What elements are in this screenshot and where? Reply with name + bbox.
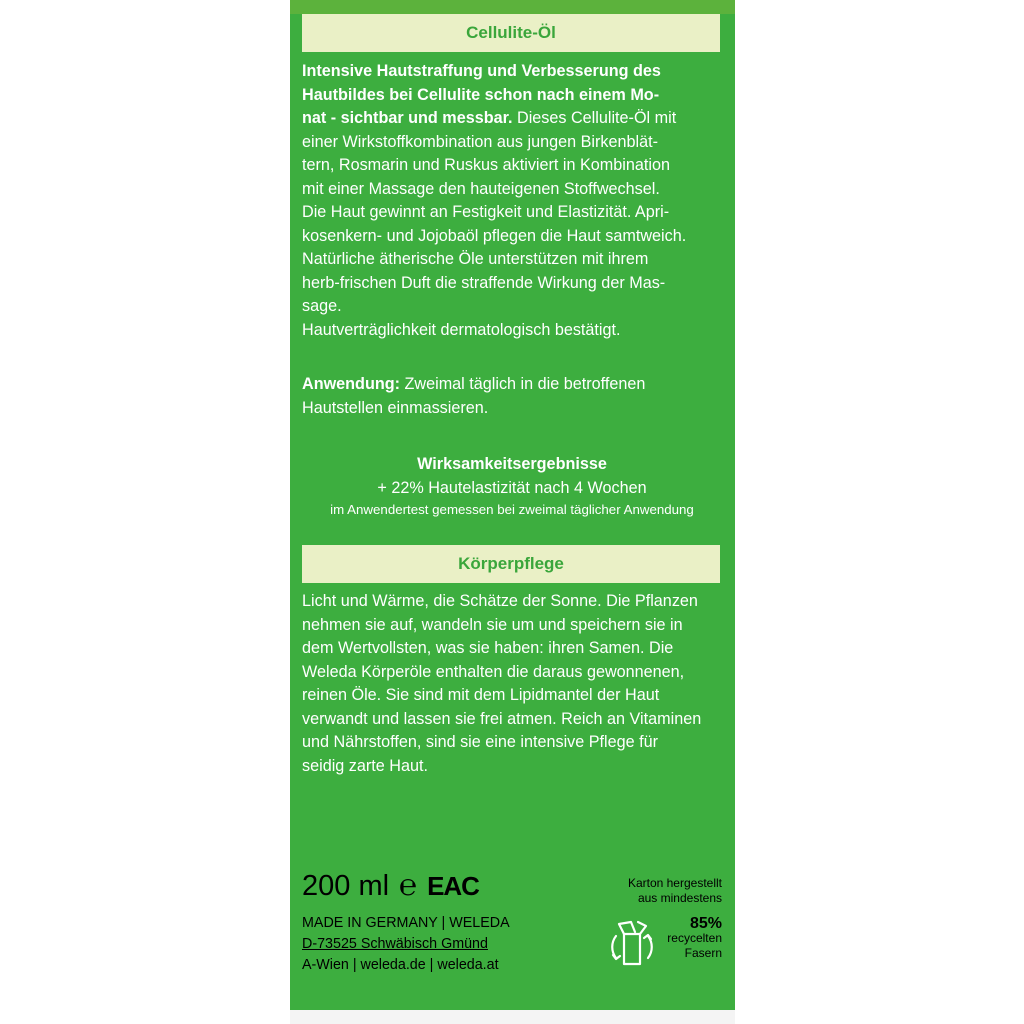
body-line: Natürliche ätherische Öle unterstützen mit ihrem bbox=[302, 250, 649, 268]
body-care-line: Weleda Körperöle enthalten die daraus gewonnenen, bbox=[302, 662, 685, 681]
body-care-line: verwandt und lassen sie frei atmen. Reich an Vitaminen bbox=[302, 709, 702, 728]
heading-cellulite-oil-text: Cellulite-Öl bbox=[466, 23, 556, 42]
recycle-line: aus mindestens bbox=[637, 891, 722, 905]
heading-body-care bbox=[302, 545, 720, 583]
intro-line-3: nat - sichtbar und messbar. bbox=[302, 109, 513, 127]
body-care-line: nehmen sie auf, wandeln sie um und speichern sie in bbox=[302, 615, 683, 634]
results-line-2: im Anwendertest gemessen bei zweimal täglicher Anwendung bbox=[330, 502, 694, 517]
volume-row bbox=[302, 866, 479, 906]
recycle-percent: 85% bbox=[689, 915, 722, 932]
heading-body-care-text: Körperpflege bbox=[458, 554, 564, 573]
body-care-line: dem Wertvollsten, was sie haben: ihren Samen. Die bbox=[302, 639, 674, 657]
usage-label: Anwendung: bbox=[302, 375, 401, 393]
eac-mark: EAC bbox=[427, 870, 479, 901]
body-care-line: reinen Öle. Sie sind mit dem Lipidmantel der Haut bbox=[302, 686, 660, 704]
estimated-sign-icon: ℮ bbox=[399, 869, 418, 902]
address-line: D-73525 Schwäbisch Gmünd bbox=[302, 936, 488, 952]
recycle-line: recycelten bbox=[667, 931, 722, 945]
usage-instructions bbox=[302, 373, 722, 420]
recycle-line: Fasern bbox=[684, 946, 722, 960]
volume-text: 200 ml bbox=[302, 869, 390, 902]
body-line: Die Haut gewinnt an Festigkeit und Elastizität. Apri- bbox=[302, 203, 670, 221]
body-line: herb-frischen Duft die straffende Wirkung der Mas- bbox=[302, 273, 666, 292]
address-line: MADE IN GERMANY | WELEDA bbox=[302, 915, 510, 931]
bottom-edge bbox=[290, 1010, 735, 1024]
intro-line-1: Intensive Hautstraffung und Verbesserung des bbox=[302, 62, 661, 80]
body-care-line: seidig zarte Haut. bbox=[302, 756, 428, 775]
body-care-description bbox=[302, 590, 722, 778]
cellulite-description bbox=[302, 60, 722, 342]
body-line: mit einer Massage den hauteigenen Stoffwechsel. bbox=[302, 179, 660, 198]
usage-line-1: Zweimal täglich in die betroffenen bbox=[400, 375, 646, 393]
top-strip bbox=[290, 0, 735, 14]
intro-line-2: Hautbildes bei Cellulite schon nach einem Mo- bbox=[302, 85, 660, 104]
manufacturer-address bbox=[302, 913, 510, 976]
body-line: sage. bbox=[302, 297, 342, 315]
recycled-box-icon bbox=[602, 912, 662, 972]
body-line: tern, Rosmarin und Ruskus aktiviert in Kombination bbox=[302, 156, 670, 174]
body-care-line: Licht und Wärme, die Schätze der Sonne. Die Pflanzen bbox=[302, 592, 698, 610]
body-line: Hautverträglichkeit dermatologisch bestätigt. bbox=[302, 320, 621, 339]
body-line: einer Wirkstoffkombination aus jungen Birkenblät- bbox=[302, 132, 659, 151]
results-title: Wirksamkeitsergebnisse bbox=[417, 455, 607, 473]
recycling-note bbox=[600, 876, 722, 906]
body-line-3-tail: Dieses Cellulite-Öl mit bbox=[512, 109, 677, 127]
results-block bbox=[302, 453, 722, 520]
heading-cellulite-oil bbox=[302, 14, 720, 52]
body-line: kosenkern- und Jojobaöl pflegen die Haut samtweich. bbox=[302, 226, 687, 245]
results-line-1: + 22% Hautelastizität nach 4 Wochen bbox=[377, 478, 647, 497]
recycle-line: Karton hergestellt bbox=[627, 876, 722, 890]
address-line: A-Wien | weleda.de | weleda.at bbox=[302, 957, 499, 973]
usage-line-2: Hautstellen einmassieren. bbox=[302, 398, 489, 417]
recycling-percent-block bbox=[660, 916, 722, 961]
body-care-line: und Nährstoffen, sind sie eine intensive Pflege für bbox=[302, 733, 659, 751]
